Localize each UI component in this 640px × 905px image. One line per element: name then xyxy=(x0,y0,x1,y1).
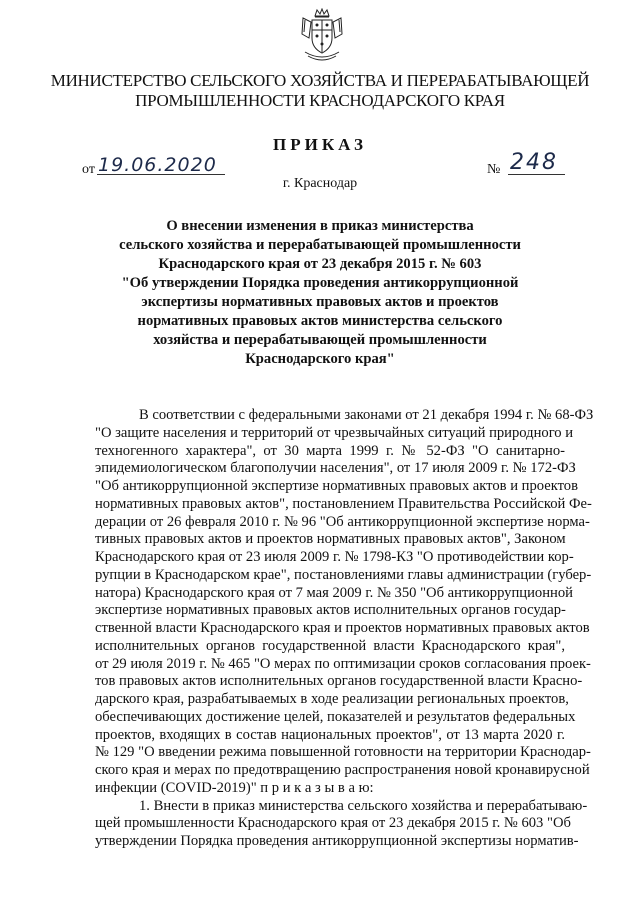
body-line: 1. Внести в приказ министерства сельского хозяйства и перерабатываю- xyxy=(139,797,588,814)
order-subject-heading xyxy=(60,217,580,369)
order-body-text xyxy=(95,407,594,851)
heading-line: экспертизы нормативных правовых актов и проектов xyxy=(141,294,499,310)
heading-line: О внесении изменения в приказ министерства xyxy=(166,218,474,234)
body-line: от 29 июля 2019 г. № 465 "О мерах по оптимизации сроков согласования проек- xyxy=(95,655,591,672)
body-line: инфекции (COVID-2019)" п р и к а з ы в а ю: xyxy=(95,779,374,796)
ministry-name-line-1: МИНИСТЕРСТВО СЕЛЬСКОГО ХОЗЯЙСТВА И ПЕРЕРАБАТЫВАЮЩЕЙ xyxy=(50,71,590,90)
body-line: утверждении Порядка проведения антикоррупционной экспертизы норматив- xyxy=(95,833,579,849)
body-line: "О защите населения и территорий от чрезвычайных ситуаций природного и xyxy=(95,424,574,441)
body-line: дерации от 26 февраля 2010 г. № 96 "Об антикоррупционной экспертизе норма- xyxy=(95,513,590,530)
heading-line: "Об утверждении Порядка проведения антикоррупционной xyxy=(121,275,519,291)
number-underline xyxy=(508,174,565,175)
document-type-title: ПРИКАЗ xyxy=(273,135,367,154)
date-prefix-label: от xyxy=(82,162,95,177)
body-line: натора) Краснодарского края от 7 мая 2009 г. № 350 "Об антикоррупционной xyxy=(95,584,573,601)
heading-line: хозяйства и перерабатывающей промышленности xyxy=(153,332,487,348)
body-line: В соответствии с федеральными законами от 21 декабря 1994 г. № 68-ФЗ xyxy=(139,407,594,423)
body-line: нормативных правовых актов", постановлением Правительства Российской Фе- xyxy=(95,495,592,512)
city-label: г. Краснодар xyxy=(282,176,358,191)
body-line: тивных правовых актов и проектов нормативных правовых актов", Законом xyxy=(95,531,566,548)
number-prefix-label: № xyxy=(487,162,501,177)
body-line: щей промышленности Краснодарского края от 23 декабря 2015 г. № 603 "Об xyxy=(95,815,571,832)
heading-line: сельского хозяйства и перерабатывающей промышленности xyxy=(119,237,521,253)
body-line: дарского края, разрабатываемых в ходе реализации региональных проектов, xyxy=(95,691,569,707)
body-line: техногенного характера", от 30 марта 1999 г. № 52-ФЗ "О санитарно- xyxy=(95,442,565,459)
body-line: обеспечивающих достижение целей, показателей и результатов федеральных xyxy=(95,708,576,725)
body-line: Краснодарского края от 23 июля 2009 г. № 1798-КЗ "О противодействии кор- xyxy=(95,549,574,565)
body-line: проектов, входящих в состав национальных проектов", от 13 марта 2020 г. xyxy=(95,726,565,743)
body-line: исполнительных органов государственной власти Краснодарского края", xyxy=(95,637,565,654)
body-line: ского края и мерах по предотвращению распространения новой кронавирусной xyxy=(95,762,590,778)
date-underline xyxy=(97,174,225,175)
body-line: ственной власти Краснодарского края и проектов нормативных правовых актов xyxy=(95,620,590,636)
heading-line: Краснодарского края от 23 декабря 2015 г. № 603 xyxy=(158,256,482,272)
body-line: "Об антикоррупционной экспертизе нормативных правовых актов и проектов xyxy=(95,478,578,494)
body-line: эпидемиологическом благополучии населения", от 17 июля 2009 г. № 172-ФЗ xyxy=(95,460,576,477)
handwritten-date: 19.06.2020 xyxy=(98,154,217,176)
heading-line: нормативных правовых актов министерства сельского xyxy=(137,313,503,329)
body-line: экспертизе нормативных правовых актов исполнительных органов государ- xyxy=(95,602,566,619)
coat-of-arms-emblem xyxy=(299,8,345,64)
body-line: тов правовых актов исполнительных органов государственной власти Красно- xyxy=(95,673,583,690)
handwritten-number: 248 xyxy=(510,150,558,175)
heading-line: Краснодарского края" xyxy=(245,351,395,367)
ministry-name-line-2: ПРОМЫШЛЕННОСТИ КРАСНОДАРСКОГО КРАЯ xyxy=(135,91,505,110)
body-line: рупции в Краснодарском крае", постановлениями главы администрации (губер- xyxy=(95,566,592,583)
body-line: № 129 "О введении режима повышенной готовности на территории Краснодар- xyxy=(95,744,591,761)
